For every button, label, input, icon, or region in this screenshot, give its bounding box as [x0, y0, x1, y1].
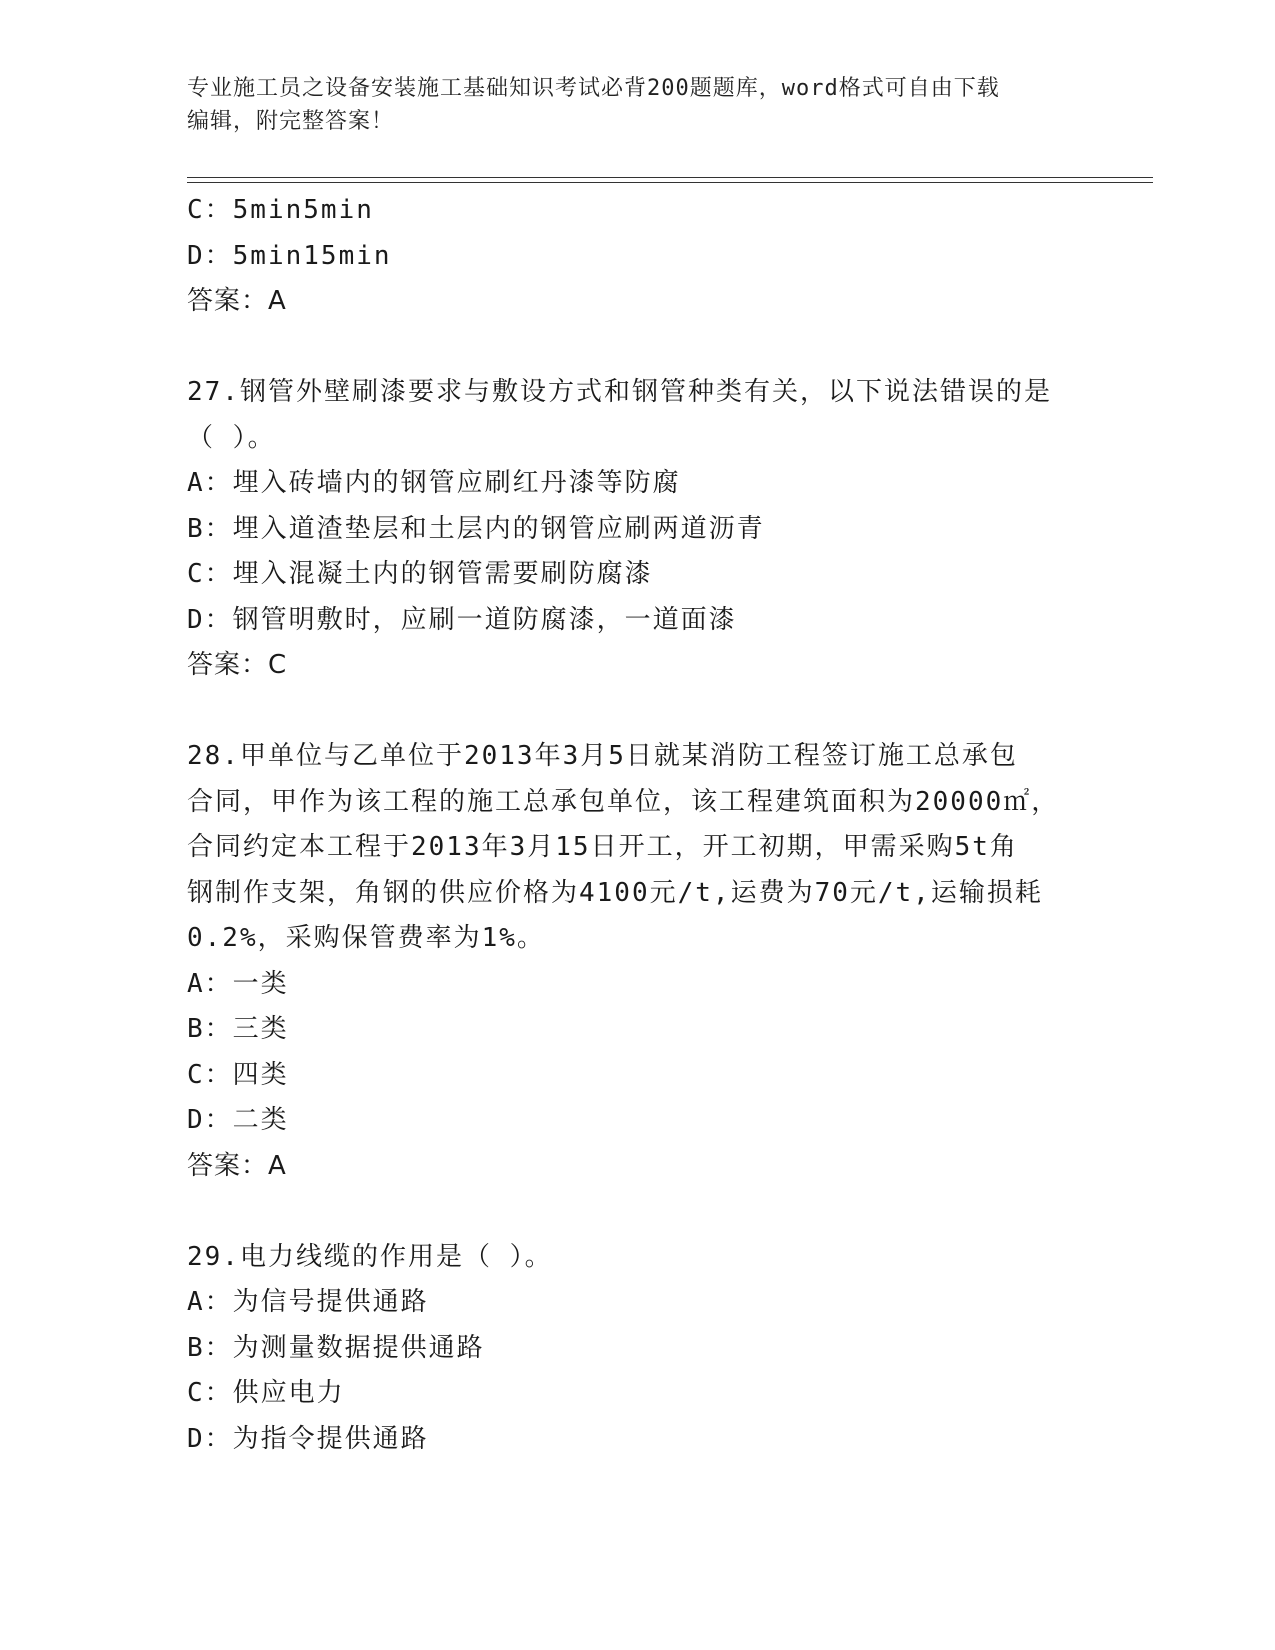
option-c: C：四类	[187, 1059, 289, 1090]
option-a: A：为信号提供通路	[187, 1287, 429, 1317]
question-stem: 29.电力线缆的作用是（ ）。	[187, 1241, 553, 1272]
option-d: D：5min15min	[187, 240, 392, 271]
answer-line: 答案：A	[187, 286, 287, 316]
question-28	[187, 734, 1087, 1189]
question-stem: 合同，甲作为该工程的施工总承包单位，该工程建筑面积为20000㎡，	[187, 786, 1060, 817]
spacer	[187, 689, 1087, 735]
page-header	[187, 72, 1067, 138]
option-b: B：为测量数据提供通路	[187, 1332, 485, 1363]
spacer	[187, 1189, 1087, 1235]
option-a: A：埋入砖墙内的钢管应刷红丹漆等防腐	[187, 468, 681, 498]
question-stem: 28.甲单位与乙单位于2013年3月5日就某消防工程签订施工总承包	[187, 741, 1018, 771]
question-stem: （ ）。	[187, 422, 276, 453]
option-a: A：一类	[187, 968, 289, 999]
option-d: D：二类	[187, 1105, 289, 1135]
header-divider-top	[187, 177, 1153, 178]
question-26-tail	[187, 188, 1087, 325]
question-stem: 0.2%，采购保管费率为1%。	[187, 923, 545, 953]
document-body	[187, 188, 1087, 1462]
question-stem: 钢制作支架，角钢的供应价格为4100元/t,运费为70元/t,运输损耗	[187, 877, 1043, 908]
option-b: B：三类	[187, 1014, 289, 1044]
option-c: C：供应电力	[187, 1378, 345, 1408]
spacer	[187, 325, 1087, 371]
header-divider-bottom	[187, 182, 1153, 183]
question-stem: 合同约定本工程于2013年3月15日开工，开工初期，甲需采购5t角	[187, 832, 1018, 862]
question-stem: 27.钢管外壁刷漆要求与敷设方式和钢管种类有关，以下说法错误的是	[187, 377, 1052, 407]
question-27	[187, 370, 1087, 689]
option-c: C：5min5min	[187, 195, 374, 225]
option-d: D：为指令提供通路	[187, 1423, 429, 1454]
answer-line: 答案：C	[187, 650, 288, 680]
option-b: B：埋入道渣垫层和土层内的钢管应刷两道沥青	[187, 513, 765, 544]
option-d: D：钢管明敷时，应刷一道防腐漆，一道面漆	[187, 604, 737, 635]
question-29	[187, 1235, 1087, 1463]
answer-line: 答案：A	[187, 1150, 287, 1181]
header-title-line-2: 编辑，附完整答案！	[187, 109, 395, 134]
header-title-line-1: 专业施工员之设备安装施工基础知识考试必背200题题库，word格式可自由下载	[187, 76, 1000, 101]
option-c: C：埋入混凝土内的钢管需要刷防腐漆	[187, 559, 653, 589]
